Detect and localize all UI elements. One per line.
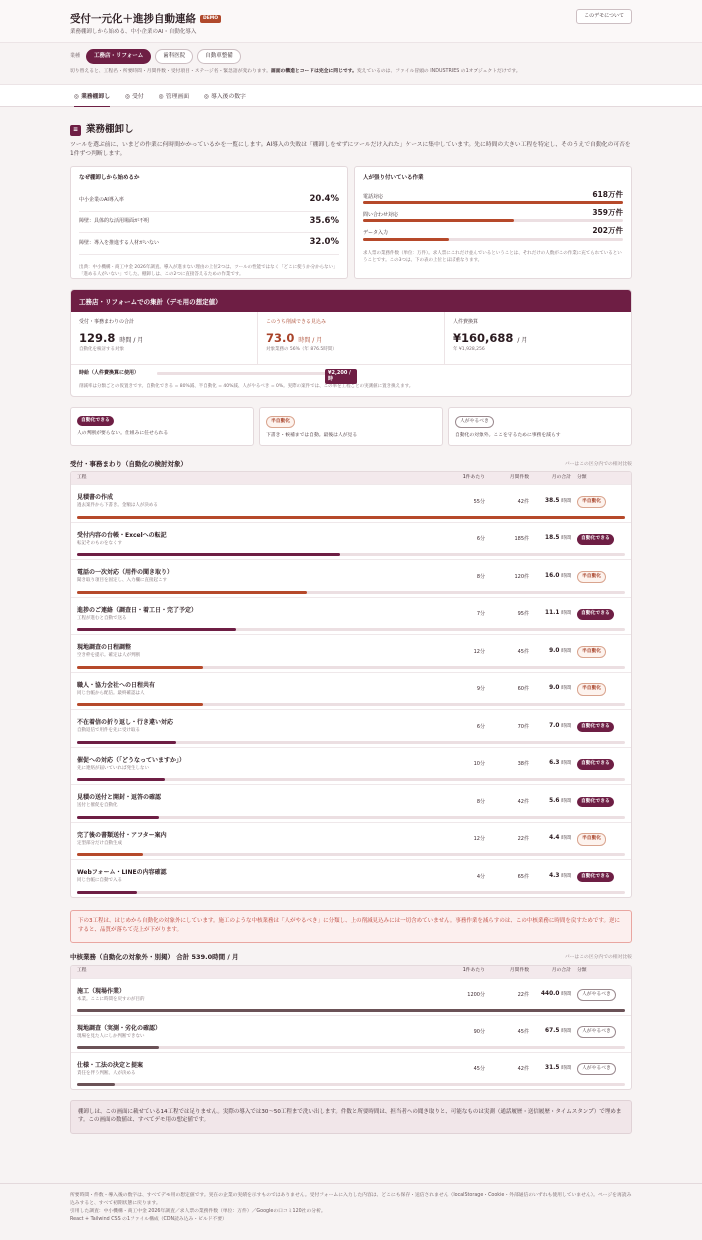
table-row[interactable] (71, 822, 631, 860)
process-note: 現場を見た人にしか判断できない (77, 1033, 145, 1039)
monthly-hours: 31.5 時間 (545, 1065, 571, 1072)
table-row[interactable] (71, 484, 631, 522)
app-header (0, 0, 702, 42)
app-title: 受付一元化＋進捗自動連絡 (70, 13, 196, 25)
table-row[interactable] (71, 747, 631, 785)
footer (0, 1183, 702, 1240)
table-row[interactable] (71, 709, 631, 747)
table-row[interactable] (71, 1015, 631, 1052)
relative-hours-bar (77, 628, 625, 631)
core-exclusion-warning: 下の3工程は、はじめから自動化の対象外にしています。施工のような中核業務は「人がやるべき」に分類し、上の削減見込みには一切含めていません。事務作業を減らすのは、この中核業務に時間を戻すためです。逆にすると、品質が落ちて売上が下がります。 (70, 910, 632, 943)
core-table (70, 965, 632, 1090)
table-row[interactable] (71, 672, 631, 710)
relative-hours-fill (77, 703, 203, 706)
classification-badge[interactable]: 自動化できる (577, 722, 614, 732)
demo-badge: DEMO (200, 15, 221, 23)
classification-legend (70, 407, 632, 446)
relative-hours-fill (77, 816, 159, 819)
process-name: 現地調査の日程調整 (77, 644, 132, 652)
reducible-hours-stat: このうち削減できる見込み 73.0 時間 / 月 対象業務の 56%（年 876.5時間） (258, 312, 445, 364)
legend-human: 人がやるべき 自動化の対象外。ここを守るために事務を減らす (448, 407, 632, 446)
why-title: なぜ棚卸しから始めるか (79, 174, 140, 181)
monthly-hours: 5.6 時間 (549, 797, 571, 804)
relative-hours-fill (77, 628, 236, 631)
staff-task-row: 問い合わせ対応 359万件 (363, 208, 623, 222)
admin-tab-icon: ◎ (158, 94, 164, 100)
process-name: 仕様・工法の決定と提案 (77, 1061, 144, 1069)
classification-badge[interactable]: 人がやるべき (577, 1026, 616, 1038)
relative-hours-fill (77, 1046, 159, 1049)
classification-badge[interactable]: 半自動化 (577, 683, 606, 695)
relative-hours-bar (77, 778, 625, 781)
table-header: 工程 1件あたり 月間件数 月の合計 分類 (71, 966, 631, 978)
relative-hours-fill (77, 553, 340, 556)
reception-table (70, 471, 632, 898)
process-note: 同じ台帳から配信。最終確認は人 (77, 690, 145, 696)
auto-badge: 自動化できる (77, 416, 114, 426)
total-hours-stat: 受付・事務まわりの合計 129.8 時間 / 月 自動化を検討する対象 (71, 312, 258, 364)
staff-note: 求人票の業務件数（単位：万件）。求人票にこれだけ並んでいるということは、それだけの人数がこの作業に充てられているということです。この3つは、下の表の上位とほぼ重なります。 (363, 250, 622, 263)
monthly-hours: 4.4 時間 (549, 835, 571, 842)
process-name: 電話の一次対応（用件の聞き取り） (77, 569, 174, 577)
table-row[interactable] (71, 784, 631, 822)
per-case-time: 12分 (473, 836, 485, 843)
monthly-hours: 11.1 時間 (545, 610, 571, 617)
staff-title: 人が張り付いている作業 (363, 174, 424, 181)
app-title-row (70, 12, 632, 26)
results-tab-icon: ◎ (204, 94, 210, 100)
footer-sources: 引用した調査：中小機構・商工中金 2026年調査／求人票の業務件数（単位：万件）／Googleの口コミ120社の分析。 (70, 1209, 326, 1215)
monthly-hours: 16.0 時間 (545, 572, 571, 579)
classification-badge[interactable]: 半自動化 (577, 571, 606, 583)
wage-slider[interactable] (157, 369, 357, 383)
monthly-hours: 9.0 時間 (549, 647, 571, 654)
relative-hours-bar (77, 703, 625, 706)
monthly-count: 38件 (517, 761, 529, 768)
per-case-time: 90分 (473, 1028, 485, 1035)
legend-semi: 半自動化 下書き・候補までは自動。最後は人が見る (259, 407, 443, 446)
relative-hours-fill (77, 1009, 625, 1012)
industry-tab-dental[interactable]: 歯科医院 (155, 49, 193, 64)
monthly-count: 65件 (517, 873, 529, 880)
process-name: 見積書の作成 (77, 494, 114, 502)
process-name: 進捗のご連絡（調査日・着工日・完了予定） (77, 606, 198, 614)
why-inventory-card (70, 166, 348, 279)
table-row[interactable] (71, 859, 631, 897)
per-case-time: 8分 (476, 573, 485, 580)
per-case-time: 8分 (476, 798, 485, 805)
footer-disclaimer: 所要時間・件数・導入後の数字は、すべてデモ用の想定値です。実在の企業の実績を示すものではありません。受付フォームに入力した内容は、どこにも保存・送信されません（localStorage・Cookie・外部通信のいずれも使用していません）。ページを再読み込みすると、すべて初期状態に戻ります。 (70, 1193, 632, 1207)
monthly-count: 120件 (514, 573, 529, 580)
industry-label: 業種 (70, 53, 81, 60)
industry-tab-auto[interactable]: 自動車整備 (197, 49, 241, 64)
staff-tasks-card (354, 166, 632, 279)
table-row[interactable] (71, 522, 631, 560)
staff-task-row: データ入力 202万件 (363, 226, 623, 240)
classification-badge[interactable]: 自動化できる (577, 797, 614, 807)
relative-hours-bar (77, 553, 625, 556)
about-demo-button[interactable]: このデモについて (576, 9, 632, 24)
classification-badge[interactable]: 自動化できる (577, 534, 614, 544)
monthly-hours: 4.3 時間 (549, 872, 571, 879)
tab-admin[interactable]: ◎ 管理画面 (158, 94, 189, 100)
per-case-time: 6分 (476, 536, 485, 543)
relative-hours-bar (77, 1046, 625, 1049)
table-row[interactable] (71, 1052, 631, 1089)
relative-hours-bar (77, 591, 625, 594)
relative-hours-fill (77, 891, 137, 894)
summary-title: 工務店・リフォームでの集計（デモ用の想定値） (71, 290, 631, 312)
process-name: 完了後の書類送付・アフター案内 (77, 831, 167, 839)
relative-hours-bar (77, 741, 625, 744)
table-header: 工程 1件あたり 月間件数 月の合計 分類 (71, 472, 631, 484)
per-case-time: 1200分 (467, 991, 485, 998)
wage-label: 時給（人件費換算に使用） (79, 369, 140, 376)
process-note: 先に連絡が届いていれば発生しない (77, 765, 149, 771)
monthly-count: 95件 (517, 611, 529, 618)
staff-task-bar (363, 201, 623, 204)
table-row[interactable] (71, 634, 631, 672)
footer-tech: React + Tailwind CSS の1ファイル構成（CDN読み込み・ビルド不要） (70, 1217, 227, 1223)
monthly-hours: 38.5 時間 (545, 497, 571, 504)
per-case-time: 7分 (476, 611, 485, 618)
process-note: 聞き取り項目を固定し、入力欄に直接起こす (77, 578, 167, 584)
relative-hours-bar (77, 516, 625, 519)
monthly-hours: 9.0 時間 (549, 685, 571, 692)
process-note: 工程が進むと自動で送る (77, 615, 127, 621)
relative-hours-bar (77, 891, 625, 894)
tab-reception[interactable]: ◎ 受付 (125, 94, 144, 100)
per-case-time: 10分 (473, 761, 485, 768)
process-name: 見積の送付と開封・返答の確認 (77, 794, 162, 802)
classification-badge[interactable]: 人がやるべき (577, 989, 616, 1001)
per-case-time: 12分 (473, 648, 485, 655)
monthly-count: 70件 (517, 723, 529, 730)
semi-badge: 半自動化 (266, 416, 295, 428)
process-name: 現地調査（実測・劣化の確認） (77, 1024, 162, 1032)
main-tabs (0, 85, 702, 107)
table-row[interactable] (71, 559, 631, 597)
table-row[interactable] (71, 978, 631, 1015)
per-case-time: 45分 (473, 1065, 485, 1072)
per-case-time: 9分 (476, 686, 485, 693)
per-case-time: 6分 (476, 723, 485, 730)
per-case-time: 55分 (473, 498, 485, 505)
stat-row: 障壁：具体的な活用場面が不明 35.6% (79, 212, 339, 233)
why-note: 出典：中小機構・商工中金 2026年調査。導入が進まない理由の上位2つは、ツールの性能ではなく「どこに使うか分からない」「進める人がいない」でした。棚卸しは、この2つに直接答えるための作業です。 (79, 264, 338, 277)
classification-badge[interactable]: 半自動化 (577, 646, 606, 658)
process-name: 職人・協力会社への日程共有 (77, 681, 156, 689)
stat-row: 中小企業のAI導入率 20.4% (79, 190, 339, 211)
monthly-count: 185件 (514, 536, 529, 543)
process-note: 定型部分だけ自動生成 (77, 840, 122, 846)
monthly-count: 60件 (517, 686, 529, 693)
monthly-count: 22件 (517, 991, 529, 998)
process-note: 同じ台帳に自動で入る (77, 878, 122, 884)
monthly-hours: 7.0 時間 (549, 722, 571, 729)
process-name: 催促への対応（「どうなっていますか」） (77, 756, 186, 764)
monthly-hours: 440.0 時間 (541, 991, 571, 998)
monthly-hours: 67.5 時間 (545, 1028, 571, 1035)
process-name: 不在着信の折り返し・行き違い対応 (77, 719, 174, 727)
staff-task-bar (363, 219, 623, 222)
tab-results[interactable]: ◎ 導入後の数字 (204, 94, 246, 100)
section-intro: ツールを選ぶ前に、いまどの作業に何時間かかっているかを一覧にします。AI導入の失敗は「棚卸しをせずにツールだけ入れた」ケースに集中しています。先に時間の大きい工程を特定し、そのうえで自動化の可否を1件ずつ判断します。 (70, 141, 631, 157)
monthly-hours: 18.5 時間 (545, 535, 571, 542)
relative-hours-bar (77, 816, 625, 819)
industry-tab-construction[interactable]: 工務店・リフォーム (86, 49, 151, 64)
classification-badge[interactable]: 半自動化 (577, 496, 606, 508)
reduction-note: 削減率は分類ごとの仮置きです。自動化できる = 80%減、半自動化 = 40%減、人がやるべき = 0%。実際の案件では、この率を工程ごとの実測値に置き換えます。 (79, 383, 414, 389)
relative-hours-bar (77, 1083, 625, 1086)
relative-hours-fill (77, 591, 307, 594)
closing-note: 棚卸しは、この画面に載せている14工程では足りません。実際の導入では30〜50工程まで洗い出します。件数と所要時間は、担当者への聞き取りと、可能なものは実測（通話履歴・送信履歴・タイムスタンプ）で埋めます。この画面の数値は、すべてデモ用の想定値です。 (70, 1100, 632, 1134)
table-row[interactable] (71, 597, 631, 635)
human-badge: 人がやるべき (455, 416, 494, 428)
classification-badge[interactable]: 半自動化 (577, 833, 606, 845)
classification-badge[interactable]: 人がやるべき (577, 1063, 616, 1075)
process-name: 施工（現場作業） (77, 987, 126, 995)
stat-row: 障壁：導入を推進する人材がいない 32.0% (79, 233, 339, 254)
classification-badge[interactable]: 自動化できる (577, 609, 614, 619)
process-note: 送付と催促を自動化 (77, 803, 118, 809)
inventory-tab-icon: ◎ (74, 94, 80, 100)
monthly-count: 42件 (517, 1065, 529, 1072)
wage-value: ¥2,200 / 時 (325, 369, 357, 385)
reception-title: 受付・事務まわり（自動化の検討対象） (70, 459, 187, 468)
classification-badge[interactable]: 自動化できる (577, 872, 614, 882)
monthly-count: 45件 (517, 648, 529, 655)
legend-auto: 自動化できる 人の判断が要らない。仕組みに任せられる (70, 407, 254, 446)
relative-hours-bar (77, 853, 625, 856)
process-note: 本業。ここに時間を戻すのが目的 (77, 996, 145, 1002)
section-title: ≡ 業務棚卸し (70, 124, 632, 137)
core-title: 中核業務（自動化の対象外・別掲） 合計 539.0時間 / 月 (70, 952, 239, 961)
process-note: 責任を伴う判断。人が決める (77, 1070, 136, 1076)
staff-task-bar (363, 238, 623, 241)
reception-tab-icon: ◎ (125, 94, 131, 100)
monthly-count: 22件 (517, 836, 529, 843)
wage-slider-row (71, 365, 631, 382)
relative-hours-fill (77, 741, 176, 744)
monthly-count: 42件 (517, 498, 529, 505)
core-bar-note: バーはこの区分内での相対比較 (564, 955, 632, 961)
relative-hours-bar (77, 666, 625, 669)
summary-panel (70, 289, 632, 397)
relative-hours-bar (77, 1009, 625, 1012)
process-note: 空き枠を提示。確定は人が判断 (77, 653, 140, 659)
classification-badge[interactable]: 自動化できる (577, 759, 614, 769)
process-name: Webフォーム・LINEの内容確認 (77, 869, 167, 877)
relative-hours-fill (77, 666, 203, 669)
app-subtitle: 業務棚卸しから始める、中小企業のAI・自動化導入 (70, 29, 197, 36)
process-name: 受付内容の台帳・Excelへの転記 (77, 531, 167, 539)
relative-hours-fill (77, 853, 143, 856)
list-icon: ≡ (70, 125, 81, 136)
labor-cost-stat: 人件費換算 ¥160,688 / 月 年 ¥1,928,256 (453, 318, 528, 352)
relative-hours-fill (77, 778, 165, 781)
tab-inventory[interactable]: ◎ 業務棚卸し (74, 94, 110, 107)
reception-bar-note: バーはこの区分内での相対比較 (564, 461, 632, 467)
monthly-count: 45件 (517, 1028, 529, 1035)
per-case-time: 4分 (476, 873, 485, 880)
relative-hours-fill (77, 1083, 115, 1086)
staff-task-row: 電話対応 618万件 (363, 190, 623, 204)
process-note: 転記そのものをなくす (77, 540, 122, 546)
monthly-hours: 6.3 時間 (549, 760, 571, 767)
industry-selector (0, 42, 702, 85)
relative-hours-fill (77, 516, 625, 519)
process-note: 過去案件から下書き。金額は人が決める (77, 503, 158, 509)
monthly-count: 42件 (517, 798, 529, 805)
process-note: 自動返信で用件を先に受け取る (77, 728, 140, 734)
industry-note: 切り替えると、工程名・所要時間・月間件数・受付項目・ステージ名・緊急語が変わります。画面の構造とコードは完全に同じです。変えているのは、ファイル冒頭の INDUSTRIES の1オブジェクトだけです。 (70, 69, 521, 75)
